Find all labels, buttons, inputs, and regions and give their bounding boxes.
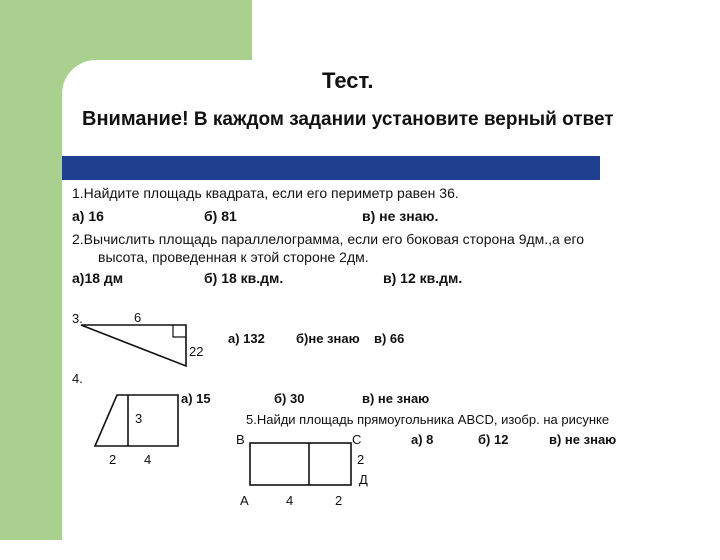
q1-answer-a: а) 16 xyxy=(72,208,104,224)
q5-label-c: С xyxy=(352,432,362,447)
q1-answer-c: в) не знаю. xyxy=(362,208,439,224)
q5-answer-a: а) 8 xyxy=(411,432,434,447)
q3-number: 3. xyxy=(72,311,83,326)
instruction-text: В каждом задании установите верный ответ xyxy=(193,109,614,130)
q4-base-left-label: 2 xyxy=(109,452,117,467)
q3-answer-a: а) 132 xyxy=(228,331,265,346)
slide-title: Тест. xyxy=(322,68,374,93)
q3-right-triangle xyxy=(81,325,186,366)
q2-text-line2: высота, проведенная к этой стороне 2дм. xyxy=(98,249,369,265)
q4-answer-c: в) не знаю xyxy=(362,391,430,406)
q5-answer-c: в) не знаю xyxy=(549,432,617,447)
q5-side-right-label: 2 xyxy=(357,452,365,467)
q5-answer-b: б) 12 xyxy=(478,432,509,447)
q5-label-d: Д xyxy=(359,472,368,487)
q5-label-b: В xyxy=(236,432,245,447)
q3-side-top-label: 6 xyxy=(134,310,142,325)
q1-answer-b: б) 81 xyxy=(204,208,237,224)
q4-answer-a: а) 15 xyxy=(181,391,211,406)
q3-answer-b: б)не знаю xyxy=(296,331,360,346)
q2-answer-b: б) 18 кв.дм. xyxy=(204,270,284,286)
q2-text-line1: 2.Вычислить площадь параллелограмма, если его боковая сторона 9дм.,а его xyxy=(72,231,585,247)
q5-bottom-left-label: 4 xyxy=(286,493,294,508)
q4-base-right-label: 4 xyxy=(144,452,152,467)
q5-bottom-right-label: 2 xyxy=(335,493,343,508)
q3-side-right-label: 22 xyxy=(189,344,204,359)
q5-text: 5.Найди площадь прямоугольника ABCD, изобр. на рисунке xyxy=(246,412,610,427)
q4-answer-b: б) 30 xyxy=(274,391,305,406)
q5-rectangle xyxy=(250,443,351,485)
q1-text: 1.Найдите площадь квадрата, если его периметр равен 36. xyxy=(72,185,459,201)
q5-label-a: А xyxy=(240,493,249,508)
q4-height-label: 3 xyxy=(135,411,143,426)
q3-answer-c: в) 66 xyxy=(374,331,405,346)
q2-answer-a: а)18 дм xyxy=(72,270,124,286)
q4-number: 4. xyxy=(72,371,83,386)
instruction-lead: Внимание! xyxy=(82,108,189,130)
q2-answer-c: в) 12 кв.дм. xyxy=(383,270,463,286)
